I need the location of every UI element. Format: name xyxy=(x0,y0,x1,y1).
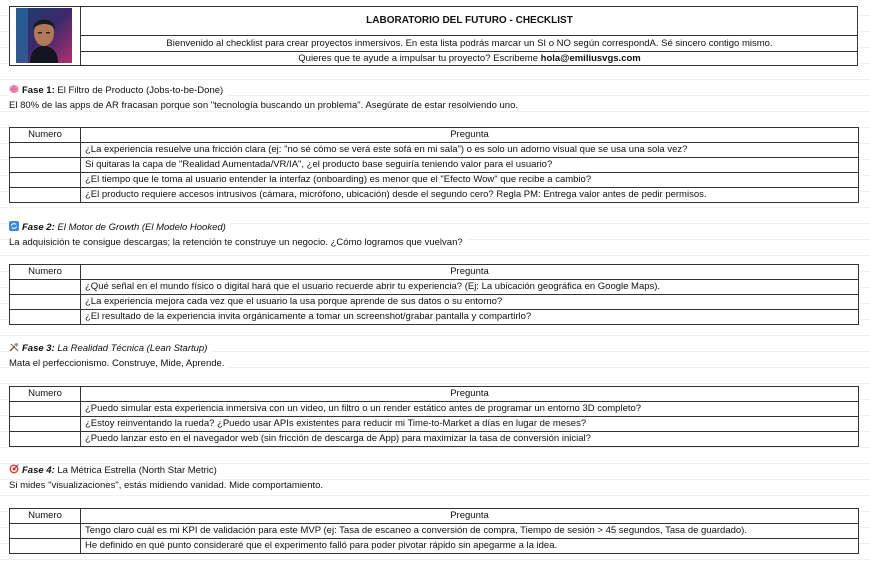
phase-4-table xyxy=(9,508,859,554)
table-row[interactable] xyxy=(10,158,859,173)
tools-icon xyxy=(9,342,19,352)
table-header-row xyxy=(10,265,859,280)
phase-2-table xyxy=(9,264,859,325)
phase-1-description: El 80% de las apps de AR fracasan porque son "tecnología buscando un problema". Asegúrate de estar resolviendo uno. xyxy=(9,100,522,111)
col-pregunta: Pregunta xyxy=(81,265,859,280)
contact-text: Quieres que te ayude a impulsar tu proyecto? Escribeme xyxy=(298,53,541,64)
phase-2-name: El Motor de Growth (El Modelo Hooked) xyxy=(54,222,226,233)
target-icon xyxy=(9,464,19,474)
table-header-row xyxy=(10,509,859,524)
phase-4-label: Fase 4: xyxy=(22,465,55,476)
table-row[interactable] xyxy=(10,188,859,203)
question-text: ¿El resultado de la experiencia invita orgánicamente a tomar un screenshot/grabar pantalla y compartirlo? xyxy=(81,310,859,325)
header-column xyxy=(80,6,858,66)
phase-1-name: El Filtro de Producto (Jobs-to-be-Done) xyxy=(54,85,224,96)
phase-3-table xyxy=(9,386,859,447)
question-text: ¿Puedo lanzar esto en el navegador web (sin fricción de descarga de App) para maximizar la tasa de conversión inicial? xyxy=(81,432,859,447)
page-subtitle: Bienvenido al checklist para crear proyectos inmersivos. En esta lista podrás marcar un SI o NO según correspondA. Sé sincero contigo mismo. xyxy=(81,36,858,52)
table-row[interactable] xyxy=(10,432,859,447)
contact-email[interactable]: hola@emiliusvgs.com xyxy=(540,53,641,64)
brain-icon xyxy=(9,84,19,94)
phase-4-description: Si mides "visualizaciones", estás midiendo vanidad. Mide comportamiento. xyxy=(9,480,327,491)
phase-1-label: Fase 1: xyxy=(22,85,55,96)
col-numero: Numero xyxy=(10,509,81,524)
question-text: ¿El producto requiere accesos intrusivos (cámara, micrófono, ubicación) desde el segundo cero? Regla PM: Entrega valor antes de pedir permisos. xyxy=(81,188,859,203)
phase-2-description: La adquisición te consigue descargas; la retención te construye un negocio. ¿Cómo logramos que vuelvan? xyxy=(9,237,467,248)
question-text: Tengo claro cuál es mi KPI de validación para este MVP (ej: Tasa de escaneo a conversión de compra, Tiempo de sesión > 45 segundos, Tasa de guardado). xyxy=(81,524,859,539)
col-numero: Numero xyxy=(10,128,81,143)
question-text: ¿La experiencia resuelve una fricción clara (ej: "no sé cómo se verá este sofá en mi sala") o es solo un adorno visual que se usa una sola vez? xyxy=(81,143,859,158)
contact-line xyxy=(81,52,858,66)
col-pregunta: Pregunta xyxy=(81,387,859,402)
phase-1-table xyxy=(9,127,859,203)
repeat-icon xyxy=(9,221,19,231)
col-pregunta: Pregunta xyxy=(81,128,859,143)
col-numero: Numero xyxy=(10,387,81,402)
phase-3-description: Mata el perfeccionismo. Construye, Mide, Aprende. xyxy=(9,358,228,369)
question-text: ¿El tiempo que le toma al usuario entender la interfaz (onboarding) es menor que el "Efecto Wow" que recibe a cambio? xyxy=(81,173,859,188)
phase-4-name: La Métrica Estrella (North Star Metric) xyxy=(54,465,217,476)
question-text: ¿Qué señal en el mundo físico o digital hará que el usuario recuerde abrir tu experiencia? (Ej: La ubicación geográfica en Google Maps). xyxy=(81,280,859,295)
table-header-row xyxy=(10,128,859,143)
col-pregunta: Pregunta xyxy=(81,509,859,524)
question-text: ¿Estoy reinventando la rueda? ¿Puedo usar APIs existentes para reducir mi Time-to-Market a días en lugar de meses? xyxy=(81,417,859,432)
phase-4-title xyxy=(9,464,221,476)
table-row[interactable] xyxy=(10,143,859,158)
table-row[interactable] xyxy=(10,417,859,432)
table-header-row xyxy=(10,387,859,402)
phase-1-title xyxy=(9,84,227,96)
phase-2-title xyxy=(9,221,230,233)
table-row[interactable] xyxy=(10,280,859,295)
phase-3-name: La Realidad Técnica (Lean Startup) xyxy=(54,343,208,354)
phase-2-label: Fase 2: xyxy=(22,222,55,233)
col-numero: Numero xyxy=(10,265,81,280)
table-row[interactable] xyxy=(10,402,859,417)
table-row[interactable] xyxy=(10,295,859,310)
table-row[interactable] xyxy=(10,173,859,188)
question-text: ¿Puedo simular esta experiencia inmersiva con un video, un filtro o un render estático antes de programar un entorno 3D completo? xyxy=(81,402,859,417)
question-text: He definido en qué punto consideraré que el experimento falló para poder pivotar rápido sin apegarme a la idea. xyxy=(81,539,859,554)
table-row[interactable] xyxy=(10,310,859,325)
phase-3-label: Fase 3: xyxy=(22,343,55,354)
avatar xyxy=(16,8,72,63)
question-text: ¿La experiencia mejora cada vez que el usuario la usa porque aprende de sus datos o su entorno? xyxy=(81,295,859,310)
phase-3-title xyxy=(9,342,211,354)
question-text: Si quitaras la capa de "Realidad Aumentada/VR/IA", ¿el producto base seguiría teniendo valor para el usuario? xyxy=(81,158,859,173)
table-row[interactable] xyxy=(10,524,859,539)
page-title: LABORATORIO DEL FUTURO - CHECKLIST xyxy=(81,6,858,36)
table-row[interactable] xyxy=(10,539,859,554)
